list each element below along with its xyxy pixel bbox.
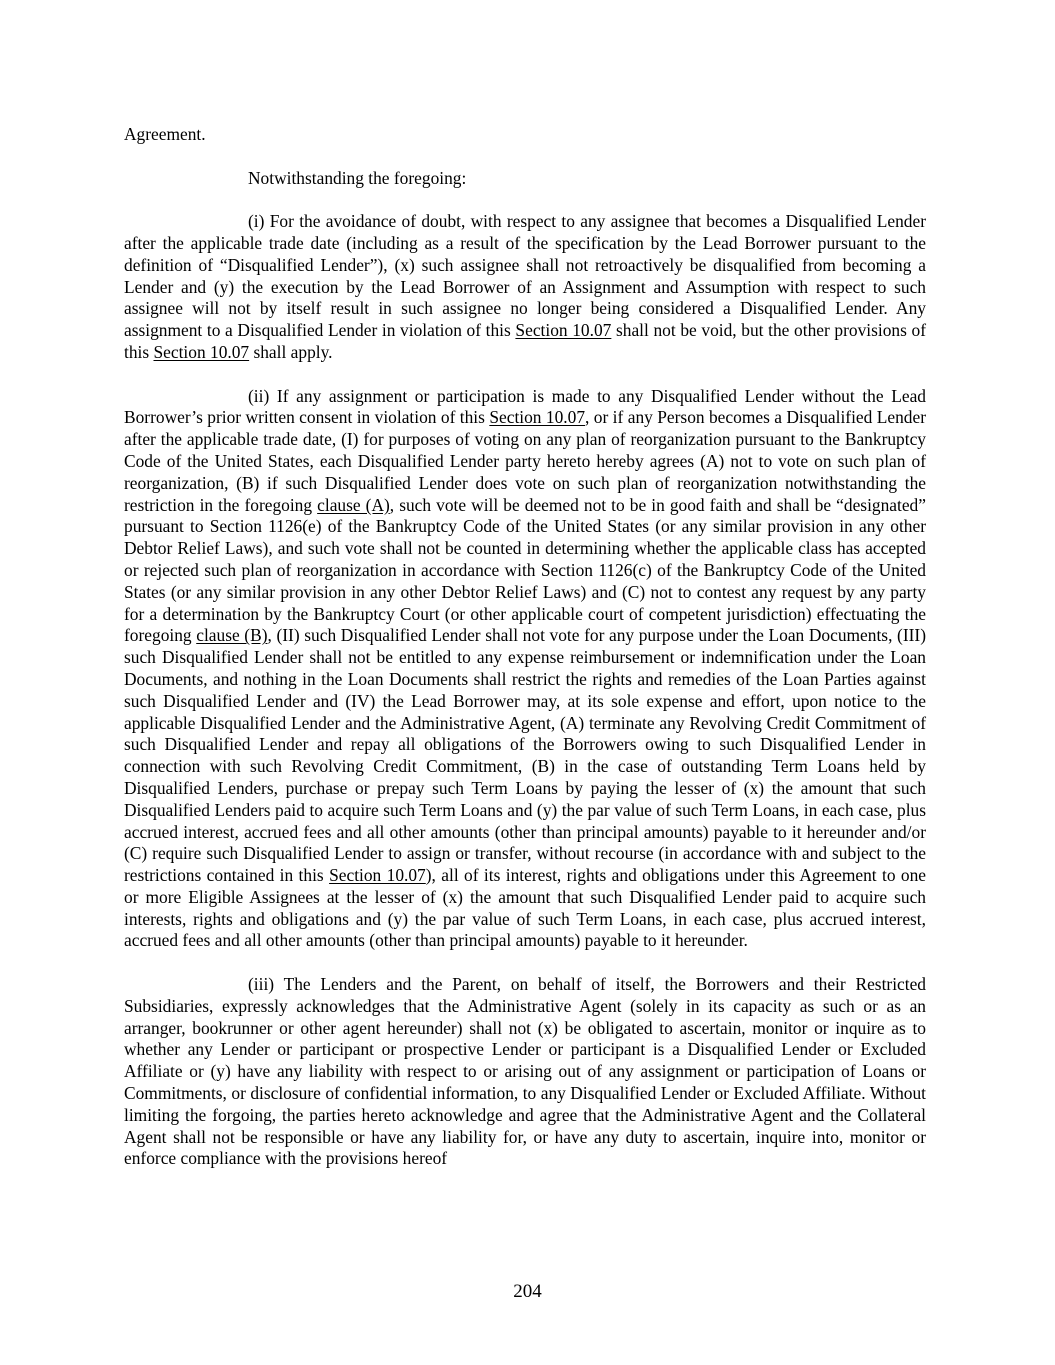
section-reference: Section 10.07	[329, 865, 426, 886]
body-text	[124, 124, 926, 1170]
page-number: 204	[513, 1281, 542, 1302]
clause-reference: clause (A)	[317, 494, 390, 515]
section-reference: Section 10.07	[515, 320, 612, 341]
clause-reference: clause (B)	[196, 625, 268, 646]
section-reference: Section 10.07	[153, 341, 250, 362]
notwithstanding-heading: Notwithstanding the foregoing:	[248, 167, 467, 188]
paragraph-i: (i) For the avoidance of doubt, with respect to any assignee that becomes a Disqualified Lender after the applicable trade date (including as a result of the specification by the Lead Borrower pursuant to the definition of “Disqualified Lender”), (x) such assignee shall not retroactively be disqualified from becoming a Lender and (y) the execution by the Lead Borrower of an Assignment and Assumption with respect to such assignee will not by itself result in such assignee no longer being considered a Disqualified Lender. Any assignment to a Disqualified Lender in violation of this Section 10.07 shall not be void, but the other provisions of this Section 10.07 shall apply.	[124, 211, 927, 362]
paragraph-ii: (ii) If any assignment or participation is made to any Disqualified Lender without the Lead Borrower’s prior written consent in violation of this Section 10.07, or if any Person becomes a Disqualified Lender after the applicable trade date, (I) for purposes of voting on any plan of reorganization pursuant to the Bankruptcy Code of the United States, each Disqualified Lender party hereto hereby agrees (A) not to vote on such plan of reorganization, (B) if such Disqualified Lender does vote on such plan of reorganization notwithstanding the restriction in the foregoing clause (A), such vote will be deemed not to be in good faith and shall be “designated” pursuant to Section 1126(e) of the Bankruptcy Code of the United States (or any similar provision in any other Debtor Relief Laws), and such vote shall not be counted in determining whether the applicable class has accepted or rejected such plan of reorganization in accordance with Section 1126(c) of the Bankruptcy Code of the United States (or any similar provision in any other Debtor Relief Laws) and (C) not to contest any request by any party for a determination by the Bankruptcy Court (or other applicable court of competent jurisdiction) effectuating the foregoing clause (B), (II) such Disqualified Lender shall not vote for any purpose under the Loan Documents, (III) such Disqualified Lender shall not be entitled to any expense reimbursement or indemnification under the Loan Documents, and nothing in the Loan Documents shall restrict the rights and remedies of the Loan Parties against such Disqualified Lender and (IV) the Lead Borrower may, at its sole expense and effort, upon notice to the applicable Disqualified Lender and the Administrative Agent, (A) terminate any Revolving Credit Commitment of such Disqualified Lender and repay all obligations of the Borrowers owing to such Disqualified Lender in connection with such Revolving Credit Commitment, (B) in the case of outstanding Term Loans held by Disqualified Lenders, purchase or prepay such Term Loans by paying the lesser of (x) the amount that such Disqualified Lenders paid to acquire such Term Loans and (y) the par value of such Term Loans, in each case, plus accrued interest, accrued fees and all other amounts (other than principal amounts) payable to it hereunder and/or (C) require such Disqualified Lender to assign or transfer, without recourse (in accordance with and subject to the restrictions contained in this Section 10.07), all of its interest, rights and obligations under this Agreement to one or more Eligible Assignees at the lesser of (x) the amount that such Disqualified Lender paid to acquire such interests, rights and obligations and (y) the par value of such Term Loans, in each case, plus accrued interest, accrued fees and all other amounts (other than principal amounts) payable to it hereunder.	[124, 385, 927, 951]
opening-line: Agreement.	[124, 124, 206, 144]
section-reference: Section 10.07	[489, 407, 586, 428]
paragraph-iii: (iii) The Lenders and the Parent, on behalf of itself, the Borrowers and their Restricted Subsidiaries, expressly acknowledges that the Administrative Agent (solely in its capacity as such or as an arranger, bookrunner or other agent hereunder) shall not (x) be obligated to ascertain, monitor or inquire as to whether any Lender or participant or prospective Lender or participant is a Disqualified Lender or Excluded Affiliate or (y) have any liability with respect to or arising out of any assignment or participation of Loans or Commitments, or disclosure of confidential information, to any Disqualified Lender or Excluded Affiliate. Without limiting the forgoing, the parties hereto acknowledge and agree that the Administrative Agent and the Collateral Agent shall not be responsible or have any liability for, or have any duty to ascertain, inquire into, monitor or enforce compliance with the provisions hereof	[124, 974, 926, 1169]
